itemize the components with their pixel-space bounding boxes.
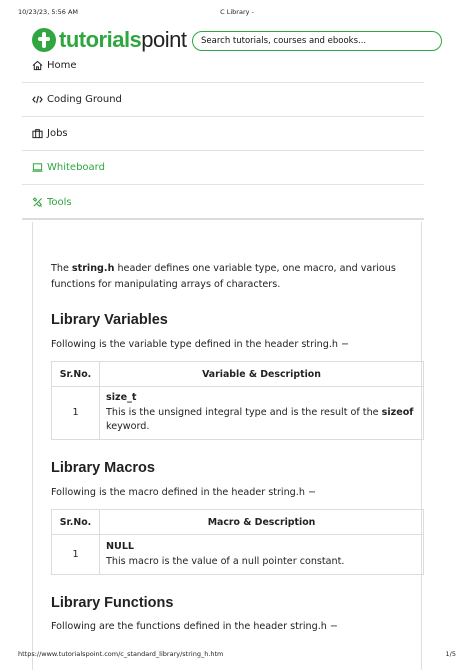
heading-library-macros: Library Macros [51, 460, 155, 476]
print-url: https://www.tutorialspoint.com/c_standard_library/string_h.htm [18, 650, 224, 658]
tools-icon [31, 196, 44, 209]
table-header-row [52, 362, 424, 387]
logo-text-part1: tutorials [59, 27, 142, 52]
macros-intro: Following is the macro defined in the header string.h − [51, 487, 316, 498]
nav-item-jobs[interactable] [22, 117, 424, 151]
nav-item-label: Coding Ground [47, 94, 122, 105]
row-description [100, 387, 424, 440]
column-header: Sr.No. [52, 362, 100, 387]
variables-table [51, 361, 424, 440]
variables-intro: Following is the variable type defined in the header string.h − [51, 339, 350, 350]
logo-text-part2: point [141, 27, 187, 52]
heading-library-functions: Library Functions [51, 595, 174, 611]
nav-item-whiteboard[interactable] [22, 151, 424, 185]
column-header: Variable & Description [100, 362, 424, 387]
table-header-row [52, 510, 424, 535]
row-description [100, 535, 424, 575]
variable-description: This is the unsigned integral type and is the result of the sizeof keyword. [106, 406, 414, 432]
row-number: 1 [52, 535, 100, 575]
nav-item-tools[interactable] [22, 185, 424, 219]
heading-library-variables: Library Variables [51, 312, 168, 328]
intro-keyword: string.h [71, 263, 115, 274]
column-header: Macro & Description [100, 510, 424, 535]
variable-name: size_t [106, 392, 137, 403]
print-header [0, 8, 474, 20]
nav-item-home[interactable] [22, 49, 424, 83]
column-header: Sr.No. [52, 510, 100, 535]
nav-item-label: Whiteboard [47, 162, 105, 173]
main-nav [22, 49, 424, 219]
nav-divider [22, 218, 424, 220]
briefcase-icon [31, 127, 44, 140]
print-datetime: 10/23/23, 5:56 AM [18, 8, 79, 16]
nav-item-label: Jobs [47, 128, 68, 139]
macro-name: NULL [106, 541, 135, 552]
nav-item-coding-ground[interactable] [22, 83, 424, 117]
table-row [52, 535, 424, 575]
code-icon [31, 93, 44, 106]
intro-paragraph: The string.h header defines one variable type, one macro, and various functions for manipulating arrays of characters. [51, 263, 396, 290]
search-placeholder: Search tutorials, courses and ebooks... [201, 36, 367, 46]
print-footer [0, 650, 474, 660]
print-title: C Library - [220, 8, 254, 16]
nav-item-label: Tools [47, 196, 72, 208]
macro-description: This macro is the value of a null pointer constant. [106, 555, 345, 567]
home-icon [31, 59, 44, 72]
nav-item-label: Home [47, 60, 77, 71]
table-row [52, 387, 424, 440]
macros-table [51, 509, 424, 575]
functions-intro: Following are the functions defined in the header string.h − [51, 621, 338, 632]
monitor-icon [31, 161, 44, 174]
row-number: 1 [52, 387, 100, 440]
article-content [32, 222, 422, 670]
search-input[interactable] [192, 31, 442, 51]
page-number: 1/5 [445, 650, 456, 658]
